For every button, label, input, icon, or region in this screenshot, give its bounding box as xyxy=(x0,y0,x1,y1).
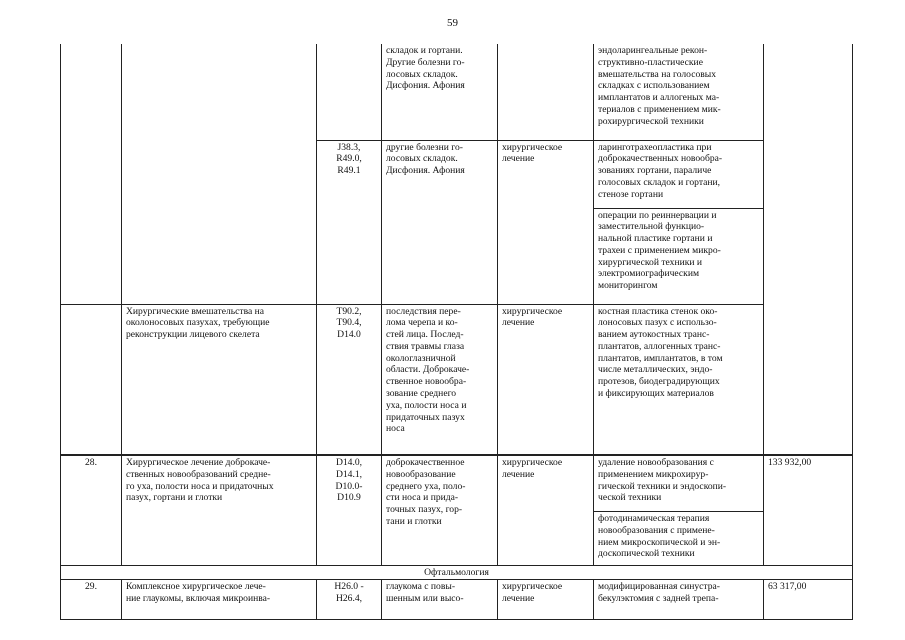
method-cell: эндоларингеальные рекон- структивно-пластические вмешательства на голосовых складках с использованием имплантатов и аллогеных ма- териалов с применением мик- рохирургической техники xyxy=(594,44,764,140)
table-row xyxy=(61,44,853,140)
treatment-cell: хирургическое лечение xyxy=(498,579,594,619)
method-cell: операции по реиннервации и заместительной функцио- нальной пластике гортани и трахеи с применением микро- хирургической техники и электромиографическим мониторингом xyxy=(594,208,764,304)
num-cell xyxy=(61,304,122,454)
table-row xyxy=(61,579,853,619)
codes-cell: H26.0 - H26.4, xyxy=(317,579,382,619)
method-cell: модифицированная синустра- бекулэктомия с задней трепа- xyxy=(594,579,764,619)
codes-cell: D14.0, D14.1, D10.0- D10.9 xyxy=(317,456,382,566)
diagnosis-cell: другие болезни го- лосовых складок. Дисфония. Афония xyxy=(382,140,498,304)
method-cell: костная пластика стенок око- лоносовых пазух с использо- ванием аутокостных транс- плантатов, аллогенных транс- плантатов, имплантатов, в том числе металлических, эндо- протезов, биодеградирующих и фиксирующих материалов xyxy=(594,304,764,454)
diagnosis-cell: складок и гортани. Другие болезни го- лосовых складок. Дисфония. Афония xyxy=(382,44,498,140)
name-cell: Комплексное хирургическое лече- ние глаукомы, включая микроинва- xyxy=(122,579,317,619)
treatment-cell xyxy=(498,44,594,140)
diagnosis-cell: глаукома с повы- шенным или высо- xyxy=(382,579,498,619)
page-number: 59 xyxy=(447,17,458,29)
medical-care-table xyxy=(60,44,853,455)
name-cell xyxy=(122,44,317,304)
codes-cell: J38.3, R49.0, R49.1 xyxy=(317,140,382,304)
diagnosis-cell: доброкачественное новообразование среднего уха, поло- сти носа и прида- точных пазух, гор- тани и глотки xyxy=(382,456,498,566)
codes-cell xyxy=(317,44,382,140)
row-number: 28. xyxy=(61,456,122,566)
codes-cell: T90.2, T90.4, D14.0 xyxy=(317,304,382,454)
medical-care-table-continued xyxy=(60,455,853,620)
table-row xyxy=(61,304,853,454)
method-cell: фотодинамическая терапия новообразования с примене- нием микроскопической и эн- доскопической техники xyxy=(594,512,764,566)
diagnosis-cell: последствия пере- лома черепа и ко- стей лица. Послед- ствия травмы глаза окологлазничной области. Доброкаче- ственное новообра- зование среднего уха, полости носа и придаточных пазух носа xyxy=(382,304,498,454)
cost-cell: 133 932,00 xyxy=(764,456,853,566)
method-cell: удаление новообразования с применением микрохирур- гической техники и эндоскопи- ческой техники xyxy=(594,456,764,512)
treatment-cell: хирургическое лечение xyxy=(498,456,594,566)
method-cell: ларинготрахеопластика при доброкачественных новообра- зованиях гортани, параличе голосовых складок и гортани, стенозе гортани xyxy=(594,140,764,208)
row-number: 29. xyxy=(61,579,122,619)
section-title: Офтальмология xyxy=(61,566,853,580)
section-row xyxy=(61,566,853,580)
name-cell: Хирургические вмешательства на околоносовых пазухах, требующие реконструкции лицевого скелета xyxy=(122,304,317,454)
name-cell: Хирургическое лечение доброкаче- ственных новообразований средне- го уха, полости носа и придаточных пазух, гортани и глотки xyxy=(122,456,317,566)
cost-cell: 63 317,00 xyxy=(764,579,853,619)
cost-cell xyxy=(764,44,853,454)
table-row xyxy=(61,456,853,512)
treatment-cell: хирургическое лечение xyxy=(498,140,594,304)
treatment-cell: хирургическое лечение xyxy=(498,304,594,454)
num-cell xyxy=(61,44,122,304)
